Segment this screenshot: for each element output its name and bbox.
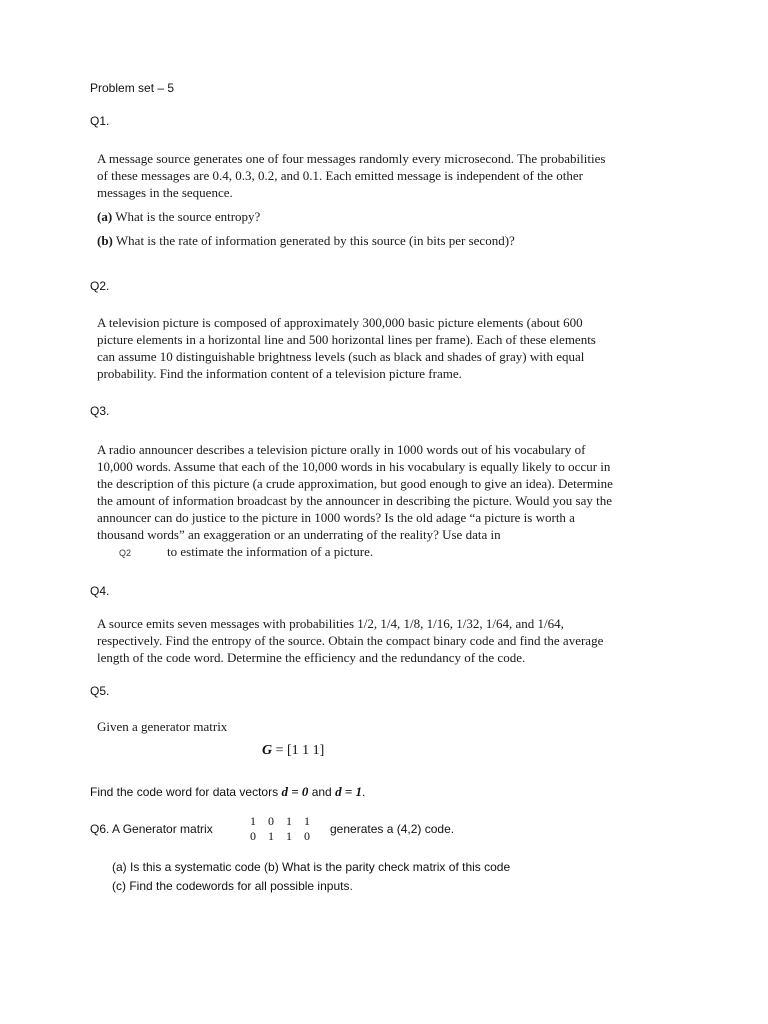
matrix-cell: 1 [268,829,274,843]
q3-ref: Q2 [119,548,132,558]
generator-matrix [244,814,316,844]
q3-block [97,441,617,562]
matrix-row-2 [244,829,316,844]
matrix-cell: 0 [268,814,274,828]
q3-tail: to estimate the information of a picture. [167,544,374,559]
q3-text: A radio announcer describes a television picture orally in 1000 words out of his vocabulary of 10,000 words. Assume that each of the 10,000 words in his vocabulary is equally likely to occur in the description of this picture (a crude approximation, but good enough to give an idea). Determine the amount of information broadcast by the announcer in describing the picture. Would you say the announcer can do justice to the picture in 1000 words? Is the old adage “a picture is worth a thousand words” an exaggeration or an underrating of the reality? Use data in [97,442,613,542]
generator-equation [262,743,324,759]
q5-d1: d = 1 [335,784,362,799]
q4-text: A source emits seven messages with probabilities 1/2, 1/4, 1/8, 1/16, 1/32, 1/64, and 1/64, respectively. Find the entropy of the source. Obtain the compact binary code and find the average length of the code word. Determine the efficiency and the redundancy of the code. [97,616,604,665]
q2-label: Q2. [90,279,110,293]
q4-block [97,615,617,666]
q4-label: Q4. [90,584,110,598]
q5-find-line [90,784,365,800]
q2-text: A television picture is composed of approximately 300,000 basic picture elements (about 600 picture elements in a horizontal line and 500 horizontal lines per frame). Each of these elements can assume 10 distinguishable brightness levels (such as black and shades of gray) with equal probability. Find the information content of a television picture frame. [97,315,596,381]
matrix-cell: 0 [304,829,310,843]
q5-period: . [361,785,366,799]
matrix-cell: 1 [304,814,310,828]
eq-var: G [262,743,273,758]
q1-text: A message source generates one of four messages randomly every microsecond. The probabilities of these messages are 0.4, 0.3, 0.2, and 0.1. Each emitted message is independent of the other messages in the sequence. [97,151,606,200]
page-title: Problem set – 5 [90,81,175,95]
q1-label: Q1. [90,114,110,128]
q1-b-label: (b) [97,233,113,248]
q2-block [97,314,617,382]
matrix-cell: 1 [286,829,292,843]
q1-part-a [97,208,617,225]
q1-part-b [97,232,617,249]
q1-block [97,150,617,249]
q3-tail-line [97,543,617,562]
q6-suffix: generates a (4,2) code. [330,822,455,836]
q1-a-label: (a) [97,209,113,224]
matrix-row-1 [244,814,316,829]
q3-label: Q3. [90,404,110,418]
q5-intro: Given a generator matrix [97,719,228,734]
matrix-cell: 0 [250,829,256,843]
q1-b-text: What is the rate of information generated by this source (in bits per second)? [115,233,515,248]
q1-a-text: What is the source entropy? [115,209,261,224]
q6-item-2: (c) Find the codewords for all possible inputs. [112,879,353,893]
eq-rhs: = [1 1 1] [272,743,325,758]
q5-d0: d = 0 [281,784,309,799]
q5-label: Q5. [90,684,110,698]
matrix-cell: 1 [286,814,292,828]
q6-label: Q6. A Generator matrix [90,822,213,836]
q5-find-prefix: Find the code word for data vectors [90,785,282,799]
matrix-cell: 1 [250,814,256,828]
q5-and: and [308,785,336,799]
q6-item-1: (a) Is this a systematic code (b) What is the parity check matrix of this code [112,860,511,874]
